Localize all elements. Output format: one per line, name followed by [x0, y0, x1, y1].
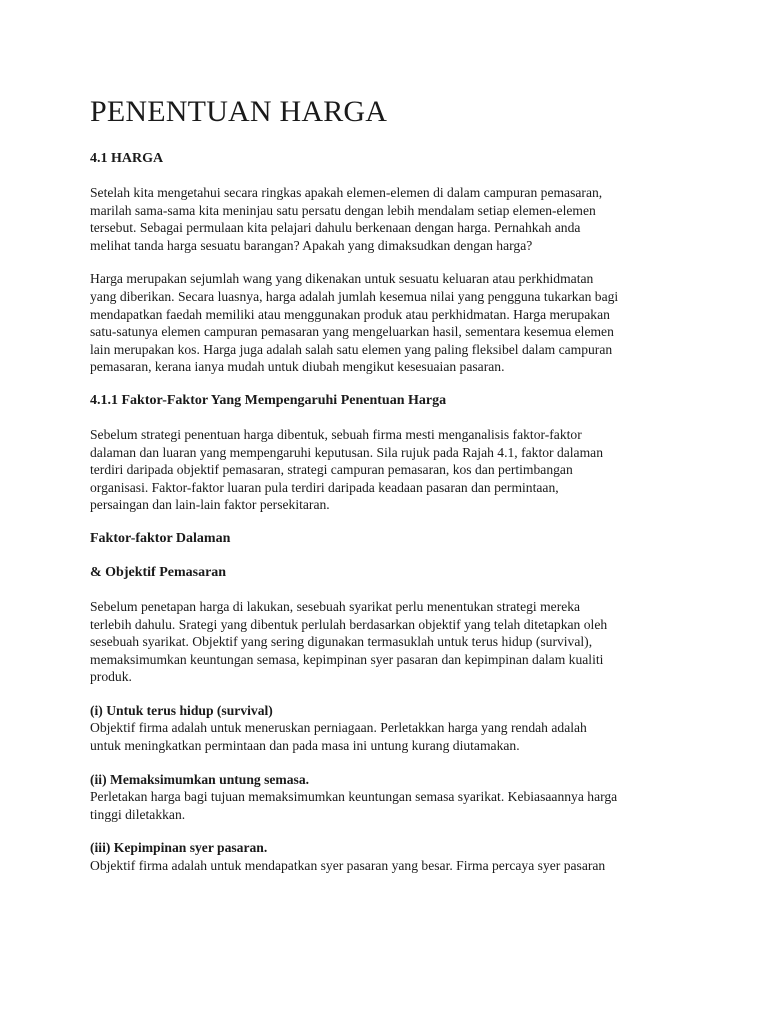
paragraph-factors: Sebelum strategi penentuan harga dibentuk, sebuah firma mesti menganalisis faktor-faktor dalaman dan luaran yang mempengaruhi keputusan. Sila rujuk pada Rajah 4.1, faktor dalaman terdiri daripada objektif pemasaran, strategi campuran pemasaran, kos dan pertimbangan organisasi. Faktor-faktor luaran pula terdiri daripada keadaan pasaran dan permintaan, persaingan dan lain-lain faktor persekitaran. — [90, 426, 603, 513]
objective-item — [90, 771, 690, 824]
document-page — [90, 92, 690, 891]
paragraph-objectives: Sebelum penetapan harga di lakukan, sesebuah syarikat perlu menentukan strategi mereka terlebih dahulu. Srategi yang dibentuk perlulah berdasarkan objektif yang telah ditetapkan oleh sesebuah syarikat. Objektif yang sering digunakan termasuklah untuk terus hidup (survival), memaksimumkan keuntungan semasa, kepimpinan syer pasaran dan kepimpinan dalam kualiti produk. — [90, 598, 608, 685]
objective-item-text: Objektif firma adalah untuk mendapatkan syer pasaran yang besar. Firma percaya syer pasaran — [90, 858, 606, 874]
objective-item-heading: (ii) Memaksimumkan untung semasa. — [90, 771, 310, 787]
paragraph-definition: Harga merupakan sejumlah wang yang dikenakan untuk sesuatu keluaran atau perkhidmatan yang diberikan. Secara luasnya, harga adalah jumlah kesemua nilai yang pengguna tukarkan bagi mendapatkan faedah memiliki atau menggunakan produk atau perkhidmatan. Harga merupakan satu-satunya elemen campuran pemasaran yang mengeluarkan hasil, sementara kesemua elemen lain merupakan kos. Harga juga adalah salah satu elemen yang paling fleksibel dalam campuran pemasaran, kerana ianya mudah untuk diubah mengikut kesesuaian pasaran. — [90, 271, 619, 375]
subsection-heading: 4.1.1 Faktor-Faktor Yang Mempengaruhi Penentuan Harga — [90, 392, 447, 408]
heading-marketing-objective: & Objektif Pemasaran — [90, 564, 227, 580]
page-title: PENENTUAN HARGA — [90, 95, 388, 128]
section-heading: 4.1 HARGA — [90, 151, 164, 166]
objective-item-heading: (i) Untuk terus hidup (survival) — [90, 702, 273, 718]
objective-item — [90, 839, 690, 874]
objective-item-heading: (iii) Kepimpinan syer pasaran. — [90, 840, 268, 856]
paragraph-intro: Setelah kita mengetahui secara ringkas apakah elemen-elemen di dalam campuran pemasaran, marilah sama-sama kita meninjau satu persatu dengan lebih mendalam setiap elemen-elemen tersebut. Sebagai permulaan kita pelajari dahulu berkenaan dengan harga. Pernahkah anda melihat tanda harga sesuatu barangan? Apakah yang dimaksudkan dengan harga? — [90, 185, 603, 253]
objective-item — [90, 702, 690, 755]
heading-internal-factors: Faktor-faktor Dalaman — [90, 530, 231, 546]
objective-item-text: Objektif firma adalah untuk meneruskan perniagaan. Perletakkan harga yang rendah adalah untuk meningkatkan permintaan dan pada masa ini untung kurang diutamakan. — [90, 720, 587, 754]
objective-item-text: Perletakan harga bagi tujuan memaksimumkan keuntungan semasa syarikat. Kebiasaannya harga tinggi diletakkan. — [90, 789, 618, 822]
